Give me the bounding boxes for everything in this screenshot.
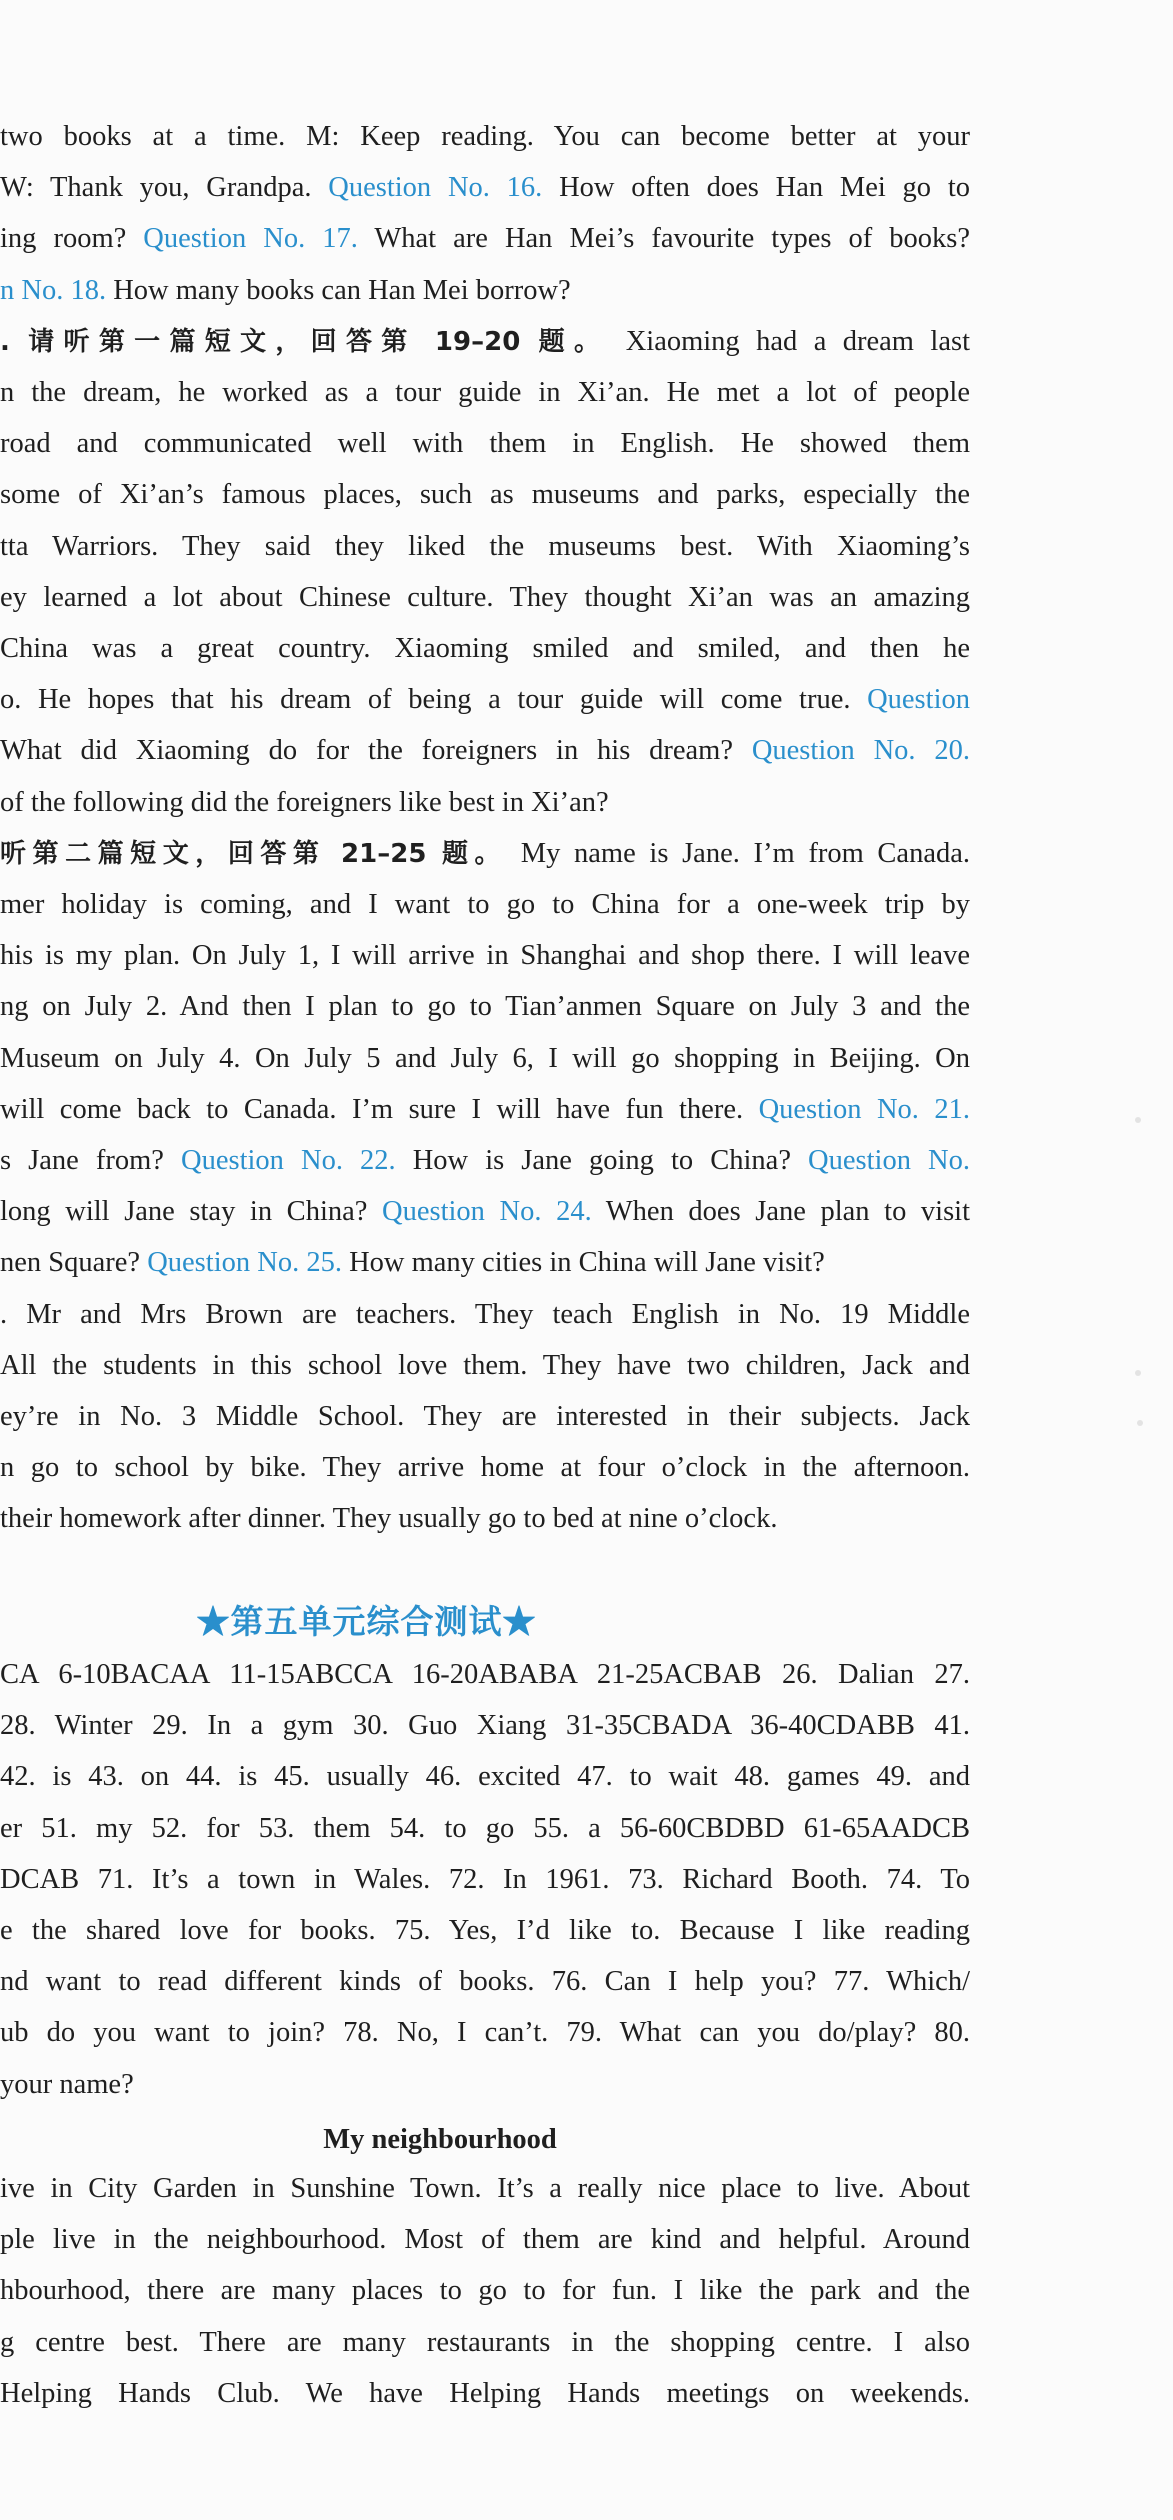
text-line bbox=[0, 1343, 970, 1389]
text-line bbox=[0, 1908, 970, 1954]
text-line bbox=[0, 2371, 970, 2417]
text-segment: er 51. my 52. for 53. them 54. to go 55. a 56-60CBDBD 61-65AADCB bbox=[0, 1812, 970, 1844]
text-line bbox=[0, 114, 970, 160]
text-line bbox=[0, 216, 970, 262]
text-line bbox=[0, 2320, 970, 2366]
text-segment: o. He hopes that his dream of being a tour guide will come true. bbox=[0, 684, 868, 716]
question-number: Question No. bbox=[808, 1145, 970, 1176]
text-line bbox=[0, 1806, 970, 1852]
text-line bbox=[0, 165, 970, 211]
text-line bbox=[0, 319, 970, 365]
text-segment: What are Han Mei’s favourite types of books? bbox=[357, 223, 970, 255]
text-segment: 42. is 43. on 44. is 45. usually 46. excited 47. to wait 48. games 49. and bbox=[0, 1761, 970, 1793]
text-line bbox=[0, 575, 970, 621]
text-line bbox=[0, 728, 970, 774]
question-number: Question No. 17. bbox=[143, 223, 358, 255]
text-segment: ive in City Garden in Sunshine Town. It’s a really nice place to live. About bbox=[0, 2173, 970, 2204]
text-line bbox=[0, 1394, 970, 1440]
text-segment: ey’re in No. 3 Middle School. They are interested in their subjects. Jack bbox=[0, 1401, 970, 1432]
text-line bbox=[0, 1857, 970, 1903]
text-line bbox=[0, 1189, 970, 1235]
text-line bbox=[0, 984, 970, 1030]
question-number: Question No. 21. bbox=[758, 1093, 970, 1125]
text-line bbox=[0, 882, 970, 928]
text-segment: . Mr and Mrs Brown are teachers. They teach English in No. 19 Middle bbox=[0, 1298, 970, 1330]
text-segment: long will Jane stay in China? bbox=[0, 1196, 383, 1228]
text-segment: hbourhood, there are many places to go to for fun. I like the park and the bbox=[0, 2275, 970, 2307]
question-number: Question No. 25. bbox=[147, 1247, 342, 1279]
text-line bbox=[0, 1703, 970, 1749]
text-segment: g centre best. There are many restaurants in the shopping centre. I also bbox=[0, 2326, 970, 2358]
text-segment: nd want to read different kinds of books. 76. Can I help you? 77. Which/ bbox=[0, 1966, 970, 1998]
text-segment: n the dream, he worked as a tour guide in Xi’an. He met a lot of people bbox=[0, 377, 970, 408]
question-number: Question No. 24. bbox=[382, 1196, 592, 1228]
text-segment: of the following did the foreigners like best in Xi’an? bbox=[0, 786, 609, 818]
text-segment: What did Xiaoming do for the foreigners in his dream? bbox=[0, 735, 752, 767]
text-segment: All the students in this school love them. They have two children, Jack and bbox=[0, 1349, 970, 1381]
text-segment: DCAB 71. It’s a town in Wales. 72. In 1961. 73. Richard Booth. 74. To bbox=[0, 1863, 970, 1895]
text-segment: Helping Hands Club. We have Helping Hands meetings on weekends. bbox=[0, 2377, 970, 2409]
text-line bbox=[0, 677, 970, 723]
text-line bbox=[0, 1754, 970, 1800]
text-line bbox=[0, 1036, 970, 1082]
chinese-instruction: . 请听第一篇短文，回答第 19–20 题。 bbox=[0, 326, 610, 357]
text-segment: n go to school by bike. They arrive home at four o’clock in the afternoon. bbox=[0, 1452, 970, 1484]
text-segment: ple live in the neighbourhood. Most of them are kind and helpful. Around bbox=[0, 2224, 970, 2256]
text-line bbox=[0, 1292, 970, 1338]
text-line bbox=[0, 1138, 970, 1184]
text-segment: ub do you want to join? 78. No, I can’t. 79. What can you do/play? 80. bbox=[0, 2017, 970, 2049]
text-segment: 28. Winter 29. In a gym 30. Guo Xiang 31-35CBADA 36-40CDABB 41. bbox=[0, 1710, 970, 1742]
text-segment: My name is Jane. I’m from Canada. bbox=[507, 837, 970, 869]
section-title: ★第五单元综合测试★ bbox=[196, 1602, 537, 1641]
text-line bbox=[0, 524, 970, 570]
text-line bbox=[0, 268, 970, 314]
text-segment: How many cities in China will Jane visit? bbox=[341, 1247, 825, 1279]
text-line bbox=[0, 1445, 970, 1491]
text-segment: Xiaoming had a dream last bbox=[609, 325, 970, 357]
text-line bbox=[0, 626, 970, 672]
text-line bbox=[0, 472, 970, 518]
text-segment: China was a great country. Xiaoming smiled and smiled, and then he bbox=[0, 633, 970, 664]
text-segment: their homework after dinner. They usually go to bed at nine o’clock. bbox=[0, 1503, 778, 1535]
text-segment: How often does Han Mei go to bbox=[542, 172, 970, 204]
text-segment: ng on July 2. And then I plan to go to Tian’anmen Square on July 3 and the bbox=[0, 991, 970, 1023]
text-segment: some of Xi’an’s famous places, such as museums and parks, especially the bbox=[0, 479, 970, 511]
text-segment: tta Warriors. They said they liked the museums best. With Xiaoming’s bbox=[0, 530, 970, 562]
text-segment: When does Jane plan to visit bbox=[591, 1196, 970, 1228]
text-line bbox=[0, 2217, 970, 2263]
scan-speck bbox=[1135, 1117, 1141, 1123]
question-number: Question No. 22. bbox=[181, 1145, 396, 1176]
text-line bbox=[0, 780, 970, 826]
question-number: n No. 18. bbox=[0, 274, 107, 306]
chinese-instruction: 听第二篇短文，回答第 21–25 题。 bbox=[0, 838, 508, 869]
text-segment: How is Jane going to China? bbox=[395, 1145, 809, 1176]
text-line bbox=[0, 1087, 970, 1133]
text-segment: his is my plan. On July 1, I will arrive in Shanghai and shop there. I will leave bbox=[0, 940, 970, 972]
scan-speck bbox=[1137, 1420, 1143, 1426]
question-number: Question No. 16. bbox=[328, 172, 543, 204]
text-line bbox=[0, 2166, 970, 2212]
text-segment: your name? bbox=[0, 2068, 134, 2100]
text-segment: Museum on July 4. On July 5 and July 6, I will go shopping in Beijing. On bbox=[0, 1042, 970, 1074]
text-segment: s Jane from? bbox=[0, 1145, 182, 1176]
text-segment: CA 6-10BACAA 11-15ABCCA 16-20ABABA 21-25ACBAB 26. Dalian 27. bbox=[0, 1659, 970, 1690]
text-segment: How many books can Han Mei borrow? bbox=[106, 274, 571, 306]
text-segment: nen Square? bbox=[0, 1247, 148, 1279]
scan-speck bbox=[1135, 1370, 1141, 1376]
text-line bbox=[0, 933, 970, 979]
text-line bbox=[0, 831, 970, 877]
text-segment: road and communicated well with them in English. He showed them bbox=[0, 428, 970, 460]
question-number: Question bbox=[867, 684, 970, 716]
text-line bbox=[0, 2062, 970, 2108]
text-line bbox=[0, 370, 970, 416]
text-segment: will come back to Canada. I’m sure I will have fun there. bbox=[0, 1093, 759, 1125]
text-line bbox=[0, 421, 970, 467]
text-line bbox=[0, 1496, 970, 1542]
text-segment: W: Thank you, Grandpa. bbox=[0, 172, 329, 204]
text-segment: ey learned a lot about Chinese culture. They thought Xi’an was an amazing bbox=[0, 581, 970, 613]
text-line bbox=[0, 1652, 970, 1698]
text-line bbox=[0, 2268, 970, 2314]
text-segment: ing room? bbox=[0, 223, 144, 255]
text-line bbox=[0, 1959, 970, 2005]
text-segment: two books at a time. M: Keep reading. You can become better at your bbox=[0, 121, 970, 152]
question-number: Question No. 20. bbox=[751, 735, 970, 767]
essay-title: My neighbourhood bbox=[323, 2124, 557, 2155]
text-segment: mer holiday is coming, and I want to go to China for a one-week trip by bbox=[0, 889, 970, 920]
text-line bbox=[0, 1240, 970, 1286]
text-segment: e the shared love for books. 75. Yes, I’d like to. Because I like reading bbox=[0, 1915, 970, 1946]
text-line bbox=[0, 2010, 970, 2056]
